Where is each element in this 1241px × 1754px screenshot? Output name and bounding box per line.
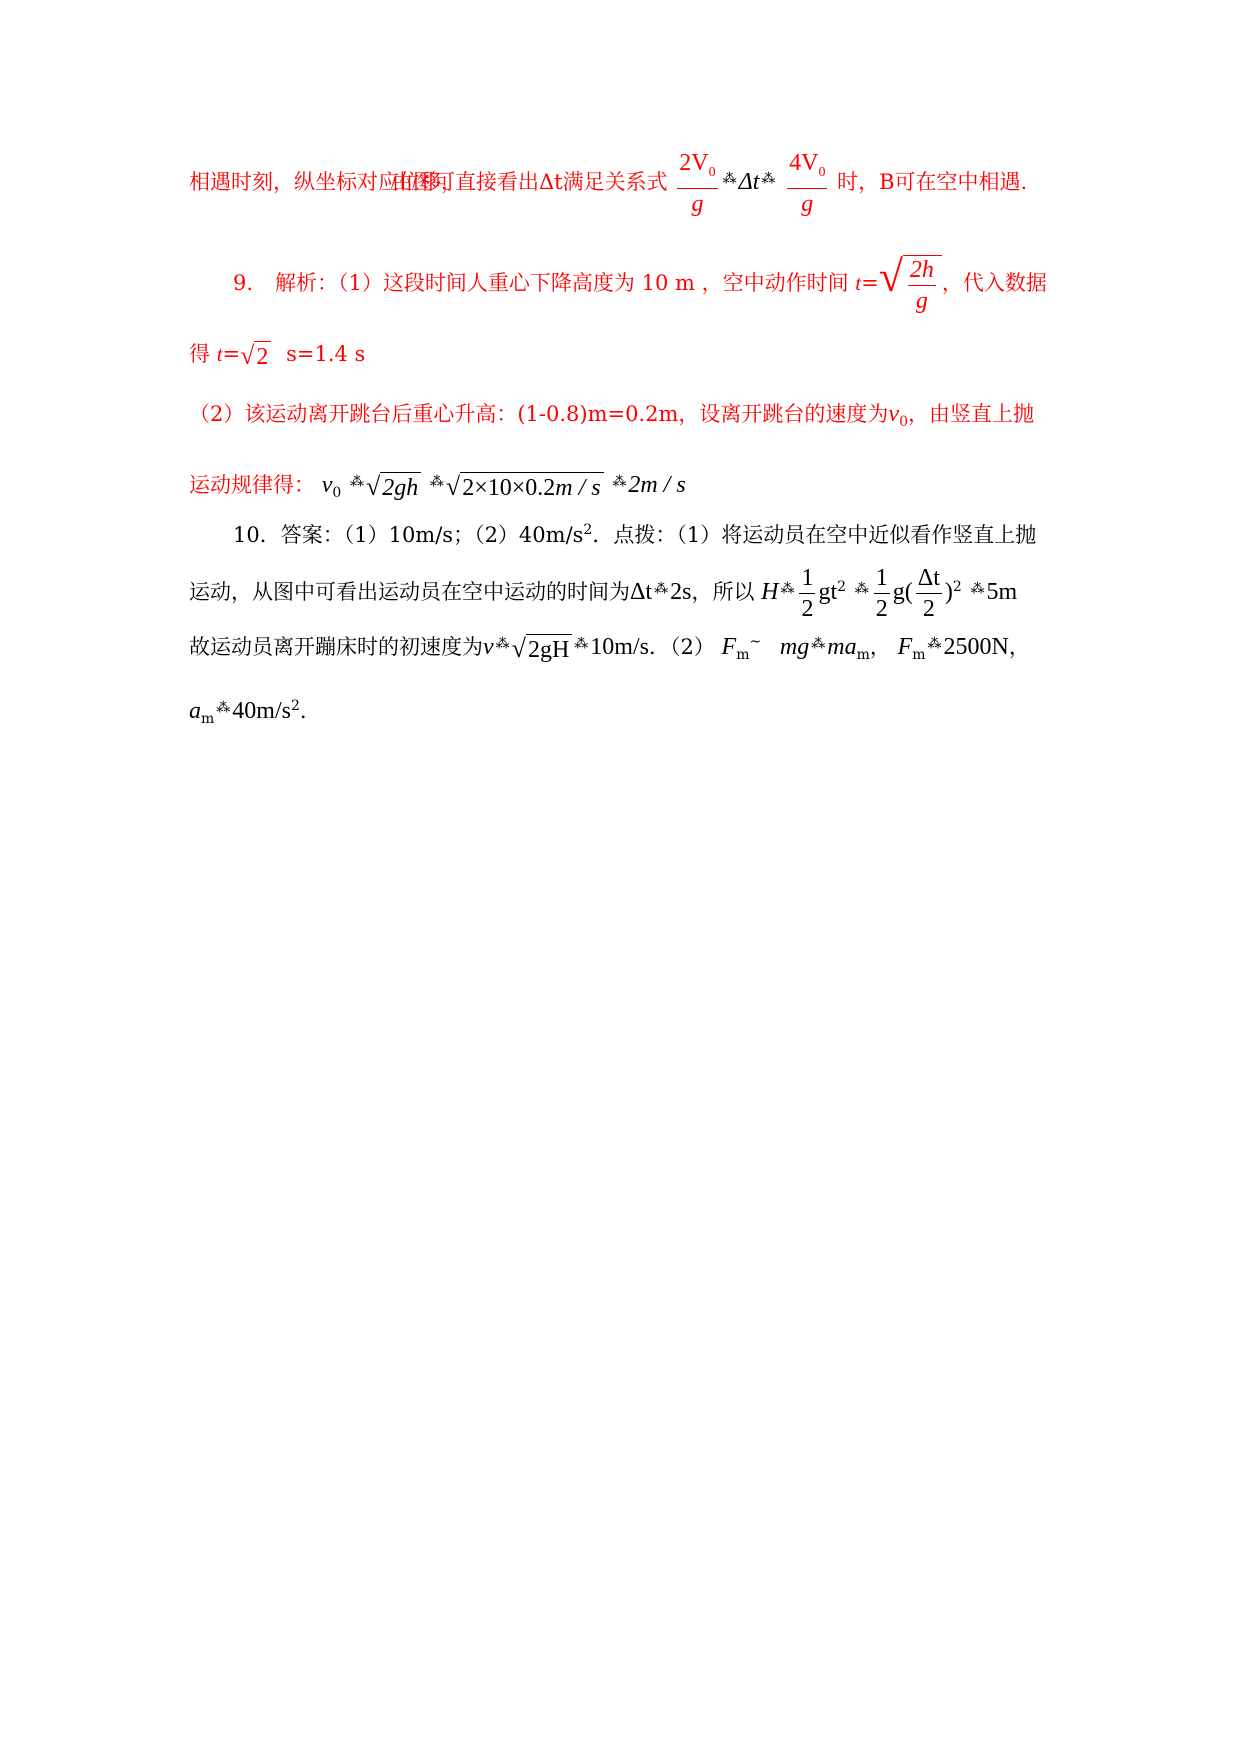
text-segment: 相遇时刻，纵坐标对应位移， <box>189 169 462 194</box>
sqrt-2h-over-g: √ $\frac{2h}{g}$ <box>879 255 942 314</box>
sqrt-2gh: √2gh <box>366 472 421 502</box>
answer-9-result-line: 得 t=√2 s=1.4 s <box>189 340 366 370</box>
text-segment: ，代入数据 <box>941 271 1047 295</box>
answer-10-velocity-line: 故运动员离开蹦床时的初速度为v ⁂√2gH ⁂10m/s．（2） $F_m^\sim$ mg $^⁂ma_m$， $F_m^⁂2500N$， <box>189 633 1030 664</box>
sqrt-2: √2 <box>240 341 271 371</box>
answer-9-velocity-line: 运动规律得： $v_0$ ⁂√2gh ⁂√2×10×0.2m / s ⁂2m / s <box>189 471 686 502</box>
text-segment: 解析：（1）这段时间人重心下降高度为 10 m ，空中动作时间 <box>275 271 849 295</box>
fraction-2v0-over-g: $\frac{2V_0}{g}$ <box>679 150 716 217</box>
question-number: 9. <box>233 271 254 295</box>
answer-10-height-line: 运动，从图中可看出运动员在空中运动的时间为Δt ⁂2s，所以 H ⁂ $\frac{1}{2}$ $gt^2$ ⁂ $\frac{1}{2}$ g( $\frac{\Delta t}{2}$ )$^2$ ⁂5m <box>189 565 1018 622</box>
answer-10-accel-line: $a_m^⁂40m/s^2$. <box>189 698 307 728</box>
fraction-4v0-over-g: $\frac{4V_0}{g}$ <box>789 150 826 217</box>
answer-8-tail-line: 相遇时刻，纵坐标对应位移，由图可直接看出Δt满足关系式 $\frac{2V_0}{g}$ ⁂Δt ⁂ $\frac{4V_0}{g}$ 时，B可在空中相遇. <box>189 150 1028 217</box>
sqrt-2gH: √2gH <box>512 634 573 664</box>
answer-9-line: 9. 解析：（1）这段时间人重心下降高度为 10 m ，空中动作时间 t=√ $\frac{2h}{g}$ ，代入数据 <box>233 252 1047 314</box>
text-segment: 时，B可在空中相遇. <box>837 169 1028 194</box>
sqrt-2x10x0.2: √2×10×0.2m / s <box>446 472 604 502</box>
answer-10-line: 10．答案：（1）10m/s；$(2)40m/s^2$．点拨：（1）将运动员在空中近似看作竖直上抛 <box>233 522 1037 547</box>
text-segment-overlap: 由图可直接看出Δt满足关系式 <box>392 169 668 194</box>
delta-t: Δt <box>738 168 760 195</box>
answer-9-part2-line: （2）该运动离开跳台后重心升高：(1-0.8)m=0.2m，设离开跳台的速度为$v_0$，由竖直上抛 <box>189 401 1034 431</box>
